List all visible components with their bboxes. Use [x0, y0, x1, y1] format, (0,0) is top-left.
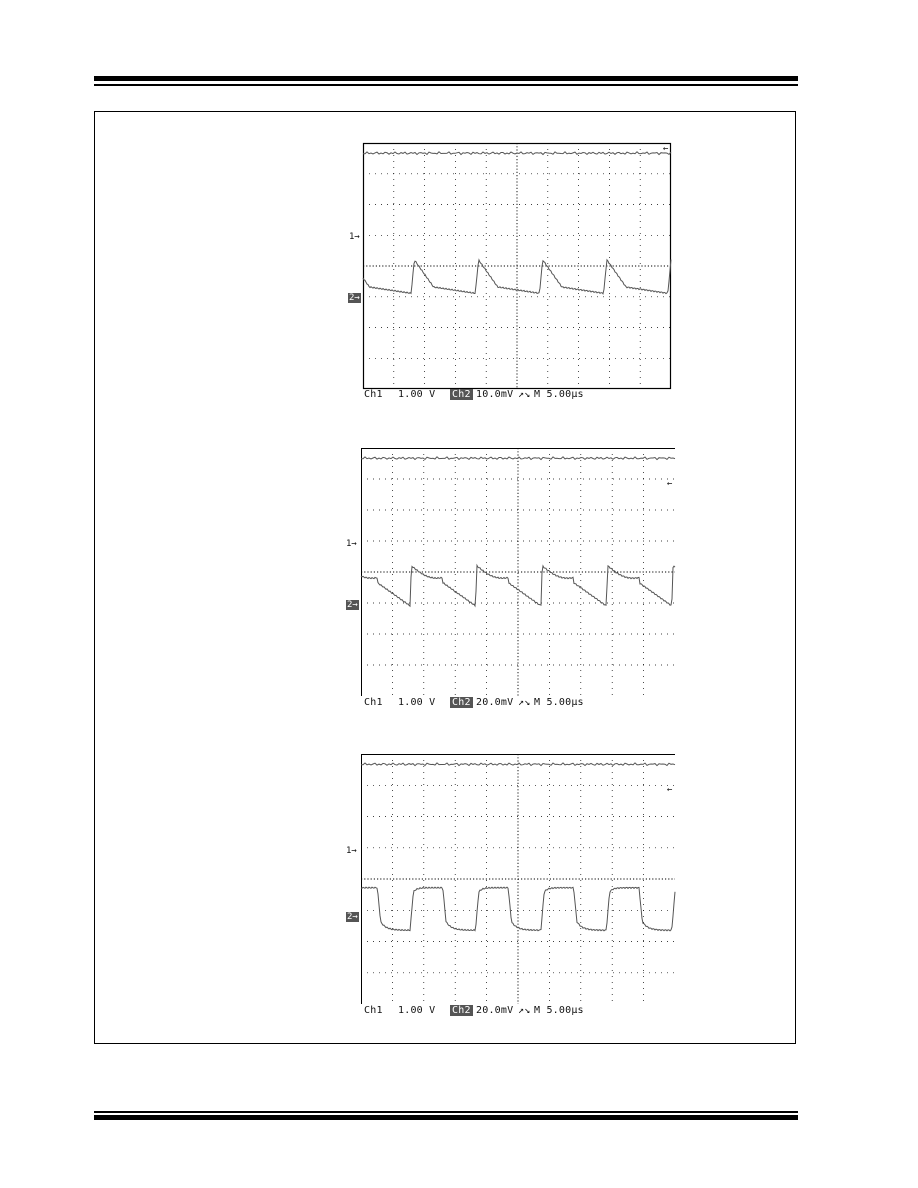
ch1-trace	[361, 763, 675, 766]
ch1-label: Ch1	[364, 389, 383, 400]
footer-rule-thin	[94, 1111, 798, 1113]
scope-screen-3	[361, 754, 675, 1004]
scope-screen-1	[363, 143, 671, 389]
ch1-trace	[363, 152, 671, 155]
ch1-scale: 1.00 V	[398, 1005, 436, 1016]
trigger-level-icon: ←	[667, 479, 673, 489]
header-rule-thin	[94, 84, 798, 86]
ch1-ground-marker: 1→	[346, 846, 357, 856]
header-rule-thick	[94, 76, 798, 81]
scope-status-bar	[364, 1005, 684, 1019]
ch1-ground-marker: 1→	[346, 539, 357, 549]
ch1-scale: 1.00 V	[398, 697, 436, 708]
footer-rule-thick	[94, 1115, 798, 1120]
timebase: M 5.00µs	[534, 697, 584, 708]
ch2-coupling-icon: ↗↘	[518, 1005, 531, 1016]
scope-screen-2	[361, 448, 675, 696]
ch2-scale: 20.0mV	[476, 697, 514, 708]
ch2-ground-marker: 2→	[347, 600, 358, 610]
timebase: M 5.00µs	[534, 1005, 584, 1016]
ch1-label: Ch1	[364, 697, 383, 708]
ch2-scale: 20.0mV	[476, 1005, 514, 1016]
ch2-coupling-icon: ↗↘	[518, 697, 531, 708]
oscilloscope-capture-2	[361, 448, 675, 696]
scope-status-bar	[364, 389, 684, 403]
ch2-scale: 10.0mV	[476, 389, 514, 400]
ch2-ground-marker: 2→	[349, 293, 360, 303]
scope-status-bar	[364, 697, 684, 711]
trigger-level-icon: ←	[663, 144, 669, 154]
ch2-ground-marker: 2→	[347, 912, 358, 922]
ch1-ground-marker: 1→	[349, 232, 360, 242]
oscilloscope-capture-1	[363, 143, 671, 389]
timebase: M 5.00µs	[534, 389, 584, 400]
ch2-label: Ch2	[452, 389, 471, 400]
ch1-label: Ch1	[364, 1005, 383, 1016]
ch1-scale: 1.00 V	[398, 389, 436, 400]
trigger-level-icon: ←	[667, 785, 673, 795]
ch2-label: Ch2	[452, 697, 471, 708]
ch2-coupling-icon: ↗↘	[518, 389, 531, 400]
ch1-trace	[361, 457, 675, 460]
ch2-label: Ch2	[452, 1005, 471, 1016]
oscilloscope-capture-3	[361, 754, 675, 1004]
